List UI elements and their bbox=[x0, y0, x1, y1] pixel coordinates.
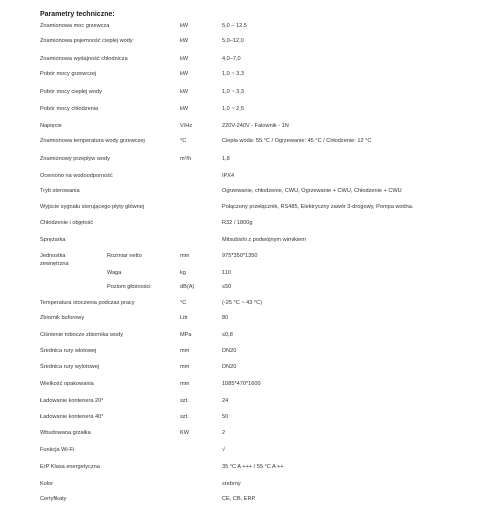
spec-row bbox=[0, 462, 480, 472]
spec-label: Sprężarka bbox=[40, 237, 66, 243]
spec-label: Znamionowa moc grzewcza bbox=[40, 23, 110, 29]
spec-label: Znamionowa temperatura wody grzewczej bbox=[40, 138, 145, 144]
spec-value: 1085*470*1600 bbox=[222, 381, 261, 387]
spec-label: Zbiornik buforowy bbox=[40, 315, 85, 321]
spec-value: √ bbox=[222, 447, 226, 453]
spec-row bbox=[0, 412, 480, 422]
spec-value: srebrny bbox=[222, 481, 241, 487]
spec-label: Napięcie bbox=[40, 123, 62, 129]
spec-row bbox=[0, 330, 480, 340]
spec-unit: V/Hz bbox=[180, 123, 193, 129]
spec-value: IPX4 bbox=[222, 173, 235, 179]
spec-row bbox=[0, 202, 480, 212]
spec-value: 975*350*1350 bbox=[222, 253, 258, 259]
spec-row bbox=[0, 104, 480, 114]
spec-row bbox=[0, 186, 480, 196]
spec-label: Wielkość opakowania bbox=[40, 381, 94, 387]
spec-unit: KW bbox=[180, 430, 190, 436]
spec-row bbox=[0, 445, 480, 455]
spec-row bbox=[0, 218, 480, 228]
spec-label: Tryb sterowania bbox=[40, 188, 80, 194]
spec-value: 1,0 ~ 3,3 bbox=[222, 89, 244, 95]
spec-label: Wyjście sygnału sterującego płyty głównej bbox=[40, 204, 145, 210]
spec-label: Pobór mocy chłodzenia bbox=[40, 106, 99, 112]
spec-row bbox=[0, 362, 480, 372]
spec-unit: kW bbox=[180, 71, 189, 77]
spec-value: ≤50 bbox=[222, 284, 232, 290]
spec-label: Znamionowa pojemność ciepłej wody bbox=[40, 38, 133, 44]
spec-unit: Litr bbox=[180, 315, 188, 321]
spec-row bbox=[0, 87, 480, 97]
spec-unit: szt. bbox=[180, 414, 189, 420]
spec-row bbox=[0, 136, 480, 146]
spec-value: 220V-240V - Falownik - 1N bbox=[222, 123, 289, 129]
spec-unit: kW bbox=[180, 23, 189, 29]
spec-value: Połączony przełącznik, RS485, Elektryczny zawór 3-drogowy, Pompa wodna. bbox=[222, 204, 414, 210]
spec-row bbox=[0, 21, 480, 31]
spec-label: Ciśnienie robocze zbiornika wody bbox=[40, 332, 124, 338]
spec-sublabel: Poziom głośności bbox=[107, 284, 151, 290]
spec-row bbox=[0, 494, 480, 504]
spec-unit: °C bbox=[180, 138, 187, 144]
spec-value: R32 / 1800g bbox=[222, 220, 253, 226]
spec-value: DN20 bbox=[222, 348, 237, 354]
spec-value: 5,0 – 12,5 bbox=[222, 23, 247, 29]
spec-value: ≤0,8 bbox=[222, 332, 233, 338]
spec-unit: °C bbox=[180, 300, 187, 306]
spec-label: Średnica rury wlotowej bbox=[40, 348, 97, 354]
spec-unit: kW bbox=[180, 89, 189, 95]
spec-label: Średnica rury wylotowej bbox=[40, 364, 100, 370]
spec-label: Znamionowa wydajność chłodnicza bbox=[40, 56, 128, 62]
spec-value: 4,0–7,0 bbox=[222, 56, 241, 62]
spec-value: CE, CB, ERP bbox=[222, 496, 256, 502]
spec-row bbox=[0, 54, 480, 64]
group-label-line2: zewnętrzna bbox=[40, 261, 69, 267]
spec-unit: kW bbox=[180, 38, 189, 44]
group-label-line1: Jednostka bbox=[40, 253, 66, 259]
spec-value: 1,8 bbox=[222, 156, 230, 162]
spec-value: (-25 °C ~ 43 °C) bbox=[222, 300, 263, 306]
spec-value: 80 bbox=[222, 315, 229, 321]
spec-row bbox=[0, 298, 480, 308]
spec-label: ErP Klasa energetyczna bbox=[40, 464, 100, 470]
spec-unit: mm bbox=[180, 253, 190, 259]
spec-unit: kW bbox=[180, 56, 189, 62]
spec-unit: mm bbox=[180, 348, 190, 354]
spec-unit: kW bbox=[180, 106, 189, 112]
spec-value: 50 bbox=[222, 414, 229, 420]
spec-label: Pobór mocy ciepłej wody bbox=[40, 89, 102, 95]
spec-row bbox=[0, 313, 480, 323]
spec-label: Kolor bbox=[40, 481, 54, 487]
spec-row bbox=[0, 268, 480, 278]
spec-label: Znamionowy przepływ wody bbox=[40, 156, 110, 162]
spec-label: Pobór mocy grzewczej bbox=[40, 71, 97, 77]
spec-value: 35 °C A +++ / 55 °C A ++ bbox=[222, 464, 284, 470]
spec-title: Parametry techniczne: bbox=[40, 11, 115, 18]
spec-label: Oceniono na wodoodporność bbox=[40, 173, 113, 179]
spec-value: 110 bbox=[222, 270, 231, 276]
spec-row bbox=[0, 346, 480, 356]
spec-value: Mitsubishi z podwójnym wirnikiem bbox=[222, 237, 306, 243]
spec-unit: kg bbox=[180, 270, 186, 276]
spec-value: 1,0 ~ 3,3 bbox=[222, 71, 244, 77]
spec-value: Ciepła woda: 55 °C / Ogrzewanie: 45 °C / Chłodzenie: 12 °C bbox=[222, 138, 372, 144]
spec-row bbox=[0, 428, 480, 438]
spec-unit: MPa bbox=[180, 332, 192, 338]
spec-value: 5,0–12,0 bbox=[222, 38, 244, 44]
spec-label: Ładowanie kontenera 20° bbox=[40, 398, 104, 404]
spec-row bbox=[0, 282, 480, 292]
spec-label: Chłodzenie i objętość bbox=[40, 220, 94, 226]
spec-unit: mm bbox=[180, 381, 190, 387]
spec-label: Ładowanie kontenera 40° bbox=[40, 414, 104, 420]
spec-row bbox=[0, 379, 480, 389]
spec-row bbox=[0, 154, 480, 164]
spec-value: 2 bbox=[222, 430, 226, 436]
spec-label: Wbudowana grzałka bbox=[40, 430, 91, 436]
spec-sublabel: Waga bbox=[107, 270, 122, 276]
spec-row bbox=[0, 121, 480, 131]
spec-row bbox=[0, 251, 480, 261]
spec-value: 24 bbox=[222, 398, 229, 404]
spec-unit: dB(A) bbox=[180, 284, 195, 290]
spec-unit: m³/h bbox=[180, 156, 192, 162]
spec-unit: mm bbox=[180, 364, 190, 370]
spec-label: Certyfikaty bbox=[40, 496, 67, 502]
spec-label: Temperatura otoczenia podczas pracy bbox=[40, 300, 135, 306]
spec-sublabel: Rozmiar netto bbox=[107, 253, 142, 259]
spec-value: 1,0 ~ 2,5 bbox=[222, 106, 244, 112]
spec-value: DN20 bbox=[222, 364, 237, 370]
spec-value: Ogrzewanie, chłodzenie, CWU, Ogrzewanie + CWU, Chłodzenie + CWU bbox=[222, 188, 402, 194]
spec-row bbox=[0, 479, 480, 489]
spec-row bbox=[0, 36, 480, 46]
spec-row bbox=[0, 396, 480, 406]
spec-row bbox=[0, 235, 480, 245]
spec-row bbox=[0, 171, 480, 181]
spec-unit: szt. bbox=[180, 398, 189, 404]
spec-row bbox=[0, 69, 480, 79]
spec-label: Funkcja Wi-Fi bbox=[40, 447, 75, 453]
